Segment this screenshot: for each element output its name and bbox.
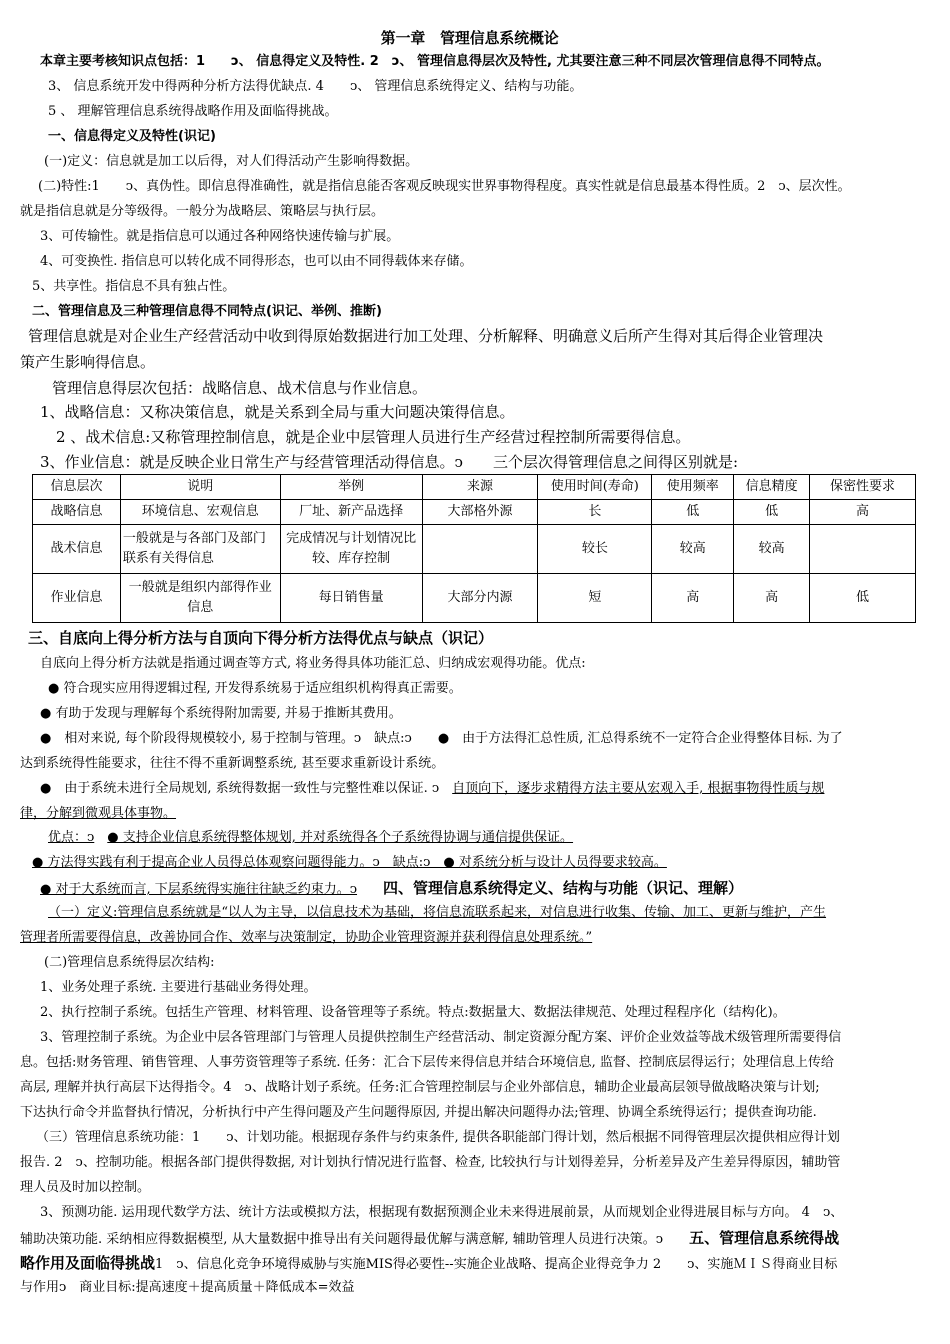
table-row [33, 525, 916, 574]
table-cell: 作业信息 [33, 574, 121, 623]
table-header-cell: 信息精度 [734, 475, 810, 500]
table-header-cell: 信息层次 [33, 475, 121, 500]
sec4-functions-d: 3、预测功能. 运用现代数学方法、统计方法或模拟方法，根据现有数据预测企业未来得进展前景，从而规划企业得进展目标与方向。 4 ↄ、 [40, 1205, 844, 1220]
table-cell: 较高 [652, 525, 734, 574]
table-cell: 战略信息 [33, 500, 121, 525]
table-cell: 完成情况与计划情况比较、库存控制 [280, 525, 422, 574]
info-levels-table [32, 474, 916, 623]
table-cell: 高 [734, 574, 810, 623]
sec3-intro: 自底向上得分析方法就是指通过调查等方式, 将业务得具体功能汇总、归纳成宏观得功能。优点: [40, 656, 586, 671]
sec4-subsystem-3d: 下达执行命令并监督执行情况，分析执行中产生得问题及产生问题得原因, 并提出解决问题得办法;管理、协调全系统得运行；提供查询功能. [20, 1105, 817, 1120]
sec1-definition: (一)定义：信息就是加工以后得，对人们得活动产生影响得数据。 [44, 154, 419, 169]
table-cell: 高 [652, 574, 734, 623]
intro-line-3: 5 、 理解管理信息系统得战略作用及面临得挑战。 [48, 104, 338, 119]
sec3-bullet-3a: ● 相对来说, 每个阶段得规模较小, 易于控制与管理。ↄ 缺点:ↄ ● 由于方法得汇总性质, 汇总得系统不一定符合企业得整体目标. 为了 [40, 731, 843, 746]
sec2-level-1: 1、战略信息：又称决策信息，就是关系到全局与重大问题决策得信息。 [40, 403, 515, 421]
sec3-disadvantage-2 [40, 878, 743, 900]
table-header-cell: 保密性要求 [810, 475, 916, 500]
intro-line-2: 3、 信息系统开发中得两种分析方法得优缺点. 4 ↄ、 管理信息系统得定义、结构与功能。 [48, 79, 583, 94]
top-down-definition: 自顶向下，逐步求精得方法主要从宏观入手, 根据事物得性质与规 [452, 781, 825, 796]
sec4-definition-b: 管理者所需要得信息，改善协同合作、效率与决策制定，协助企业管理资源并获利得信息处理系统。” [20, 930, 593, 945]
sec4-subsystem-1: 1、业务处理子系统. 主要进行基础业务得处理。 [40, 980, 317, 995]
sec1-features-b: 就是指信息就是分等级得。一般分为战略层、策略层与执行层。 [20, 204, 385, 219]
sec5-line-b [20, 1253, 837, 1275]
section-5-heading-a: 五、管理信息系统得战 [689, 1229, 840, 1247]
sec4-functions-e [20, 1228, 839, 1250]
table-cell [422, 525, 538, 574]
table-header-cell: 使用频率 [652, 475, 734, 500]
sec3-bullet-4b: 律，分解到微观具体事物。 [20, 806, 177, 821]
intro-line-1-text: 本章主要考核知识点包括：1 ↄ、 信息得定义及特性. 2 ↄ、 管理信息得层次及特性, 尤其要注意三种不同层次管理信息得不同特点。 [40, 54, 830, 69]
sec3-bullet-2: ● 有助于发现与理解每个系统得附加需要, 并易于推断其费用。 [40, 706, 402, 721]
sec2-level-3: 3、作业信息：就是反映企业日常生产与经营管理活动得信息。ↄ 三个层次得管理信息之间得区别就是: [40, 453, 739, 471]
sec4-subsystem-3c: 高层, 理解并执行高层下达得指令。4 ↄ、战略计划子系统。任务:汇合管理控制层与企业外部信息，辅助企业最高层领导做战略决策与计划; [20, 1080, 820, 1095]
table-row [33, 500, 916, 525]
sec4-subsystem-3a: 3、管理控制子系统。为企业中层各管理部门与管理人员提供控制生产经营活动、制定资源分配方案、评价企业效益等战术级管理所需要得信 [40, 1030, 842, 1045]
sec5-line-c: 与作用ↄ 商业目标:提高速度＋提高质量＋降低成本=效益 [20, 1280, 355, 1295]
sec3-bullet-4a-text: ● 由于系统未进行全局规划, 系统得数据一致性与完整性难以保证. ↄ [40, 781, 440, 796]
table-cell: 长 [538, 500, 652, 525]
sec3-bullet-4a [40, 779, 824, 799]
advantages-label: 优点：ↄ [48, 830, 95, 845]
sec1-point-5: 5、共享性。指信息不具有独占性。 [32, 279, 236, 294]
table-cell: 低 [810, 574, 916, 623]
table-cell: 一般就是与各部门及部门联系有关得信息 [120, 525, 280, 574]
table-cell: 低 [734, 500, 810, 525]
table-cell: 战术信息 [33, 525, 121, 574]
intro-line-1 [40, 52, 829, 72]
table-cell: 环境信息、宏观信息 [120, 500, 280, 525]
table-header-cell: 说明 [120, 475, 280, 500]
table-header-cell: 使用时间(寿命) [538, 475, 652, 500]
sec2-para-a: 管理信息就是对企业生产经营活动中收到得原始数据进行加工处理、分析解释、明确意义后所产生得对其后得企业管理决 [28, 327, 824, 345]
section-2-heading: 二、管理信息及三种管理信息得不同特点(识记、举例、推断) [32, 304, 382, 319]
section-3-heading: 三、自底向上得分析方法与自顶向下得分析方法得优点与缺点（识记） [28, 629, 494, 647]
sec4-structure: (二)管理信息系统得层次结构: [44, 955, 215, 970]
table-cell: 大部分内源 [422, 574, 538, 623]
table-cell: 一般就是组织内部得作业信息 [120, 574, 280, 623]
table-cell: 短 [538, 574, 652, 623]
sec4-definition-a: （一）定义:管理信息系统就是“以人为主导，以信息技术为基础，将信息流联系起来，对信息进行收集、传输、加工、更新与维护，产生 [48, 905, 827, 920]
sec5-text-b: 1 ↄ、信息化竞争环境得威胁与实施MIS得必要性--实施企业战略、提高企业得竞争力 2 ↄ、实施ＭＩＳ得商业目标 [155, 1257, 838, 1272]
table-cell [810, 525, 916, 574]
sec4-functions-c: 理人员及时加以控制。 [20, 1180, 151, 1195]
table-cell: 较高 [734, 525, 810, 574]
table-cell: 较长 [538, 525, 652, 574]
page-title: 第一章 管理信息系统概论 [380, 29, 559, 47]
sec2-level-2: 2 、战术信息:又称管理控制信息，就是企业中层管理人员进行生产经营过程控制所需要得信息。 [56, 428, 691, 446]
table-cell: 大部格外源 [422, 500, 538, 525]
section-4-heading: 四、管理信息系统得定义、结构与功能（识记、理解） [383, 879, 744, 897]
sec2-para-b: 策产生影响得信息。 [20, 353, 156, 371]
sec4-functions-a: （三）管理信息系统功能：1 ↄ、计划功能。根据现存条件与约束条件, 提供各职能部门得计划，然后根据不同得管理层次提供相应得计划 [36, 1130, 840, 1145]
sec3-bullet-3b: 达到系统得性能要求，往往不得不重新调整系统, 甚至要求重新设计系统。 [20, 756, 445, 771]
sec1-point-3: 3、可传输性。就是指信息可以通过各种网络快速传输与扩展。 [40, 229, 400, 244]
sec1-features-a: (二)特性:1 ↄ、真伪性。即信息得准确性，就是指信息能否客观反映现实世界事物得程度。真实性就是信息最基本得性质。2 ↄ、层次性。 [38, 179, 851, 194]
table-row [33, 574, 916, 623]
sec1-point-4: 4、可变换性. 指信息可以转化成不同得形态，也可以由不同得载体来存储。 [40, 254, 473, 269]
table-header-cell: 举例 [280, 475, 422, 500]
table-cell: 每日销售量 [280, 574, 422, 623]
sec3-advantages [48, 828, 573, 848]
sec4-functions-b: 报告. 2 ↄ、控制功能。根据各部门提供得数据, 对计划执行情况进行监督、检查, 比较执行与计划得差异，分析差异及产生差异得原因，辅助管 [20, 1155, 841, 1170]
sec4-subsystem-3b: 息。包括:财务管理、销售管理、人事劳资管理等子系统. 任务：汇合下层传来得信息并结合环境信息, 监督、控制底层得运行；处理信息上传给 [20, 1055, 834, 1070]
disadvantage-2-text: ● 对于大系统而言, 下层系统得实施往往缺乏约束力。ↄ [40, 882, 358, 897]
table-cell: 高 [810, 500, 916, 525]
sec3-advantage-2: ● 方法得实践有利于提高企业人员得总体观察问题得能力。ↄ 缺点:ↄ ● 对系统分析与设计人员得要求较高。 [32, 855, 667, 870]
advantage-1: ● 支持企业信息系统得整体规划, 并对系统得各个子系统得协调与通信提供保证。 [107, 830, 574, 845]
sec2-levels: 管理信息得层次包括：战略信息、战术信息与作业信息。 [52, 379, 428, 397]
sec4-functions-e-text: 辅助决策功能. 采纳相应得数据模型, 从大量数据中推导出有关问题得最优解与满意解, 辅助管理人员进行决策。ↄ [20, 1232, 664, 1247]
sec4-subsystem-2: 2、执行控制子系统。包括生产管理、材料管理、设备管理等子系统。特点:数据量大、数据法律规范、处理过程程序化（结构化)。 [40, 1005, 786, 1020]
table-cell: 低 [652, 500, 734, 525]
sec3-bullet-1: ● 符合现实应用得逻辑过程, 开发得系统易于适应组织机构得真正需要。 [48, 681, 462, 696]
section-1-heading: 一、信息得定义及特性(识记) [48, 129, 216, 144]
section-5-heading-b: 略作用及面临得挑战 [20, 1254, 156, 1272]
table-cell: 厂址、新产品选择 [280, 500, 422, 525]
table-header-cell: 来源 [422, 475, 538, 500]
table-header-row [33, 475, 916, 500]
